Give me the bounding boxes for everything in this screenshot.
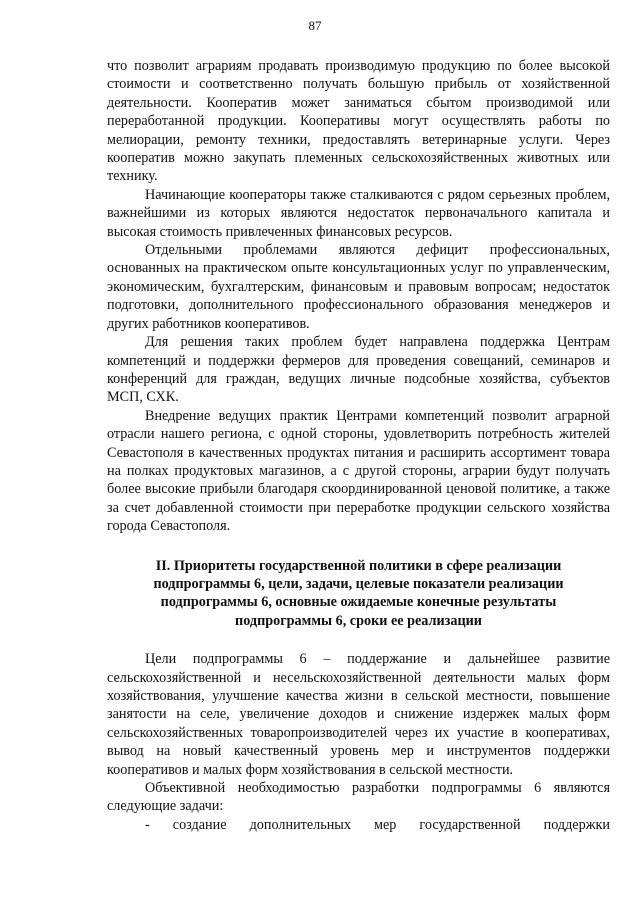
body-paragraph: что позволит аграриям продавать производимую продукцию по более высокой стоимости и соответственно получать большую прибыль от хозяйственной деятельности. Кооператив может заниматься сбытом производимой или переработанной продукции. Кооперативы могут осуществлять работы по мелиорации, ремонту техники, предоставлять ветеринарные услуги. Через кооператив можно закупать племенных сельскохозяйственных животных или технику. — [107, 58, 610, 185]
section-heading-line: II. Приоритеты государственной политики в сфере реализации — [155, 557, 562, 574]
body-paragraph: Цели подпрограммы 6 – поддержание и дальнейшее развитие сельскохозяйственной и несельскохозяйственной деятельности малых форм хозяйствования, улучшение качества жизни в сельской местности, повышение занятости на селе, увеличение доходов и снижение издержек малых форм сельскохозяйственных товаропроизводителей через их участие в кооперативах, вывод на новый качественный уровень мер и инструментов поддержки кооперативов и малых форм хозяйствования в сельской местности. — [107, 651, 610, 778]
body-paragraph: Для решения таких проблем будет направлена поддержка Центрам компетенций и поддержки фермеров для проведения совещаний, семинаров и конференций для граждан, ведущих личные подсобные хозяйства, субъектов МСП, СХК. — [107, 334, 610, 406]
section-heading-line: подпрограммы 6, цели, задачи, целевые показатели реализации — [153, 575, 564, 592]
document-body — [107, 57, 610, 834]
section-heading-line: подпрограммы 6, основные ожидаемые конечные результаты — [160, 594, 557, 611]
page-number: 87 — [308, 18, 322, 33]
body-paragraph: Начинающие кооператоры также сталкиваются с рядом серьезных проблем, важнейшими из которых являются недостаток первоначального капитала и высокая стоимость привлеченных финансовых ресурсов. — [107, 186, 610, 240]
body-paragraph: Отдельными проблемами являются дефицит профессиональных, основанных на практическом опыте консультационных услуг по управленческим, экономическим, бухгалтерским, финансовым и правовым вопросам; недостаток подготовки, дополнительного профессионального образования менеджеров и других работников кооперативов. — [107, 242, 610, 332]
section-heading-line: подпрограммы 6, сроки ее реализации — [235, 612, 482, 629]
section-heading — [107, 557, 610, 631]
paragraphs-after-heading — [107, 650, 610, 834]
body-paragraph: Внедрение ведущих практик Центрами компетенций позволит аграрной отрасли нашего региона, с одной стороны, удовлетворить потребность жителей Севастополя в качественных продуктах питания и расширить ассортимент товара на полках продуктовых магазинов, а с другой стороны, аграрии будут получать более высокие прибыли благодаря скоординированной ценовой политике, а также за счет добавленной стоимости при переработке продукции сельского хозяйства города Севастополя. — [107, 407, 610, 535]
paragraphs-before-heading — [107, 57, 610, 536]
body-paragraph: Объективной необходимостью разработки подпрограммы 6 являются следующие задачи: — [107, 780, 610, 815]
body-paragraph: - создание дополнительных мер государственной поддержки — [145, 816, 610, 833]
